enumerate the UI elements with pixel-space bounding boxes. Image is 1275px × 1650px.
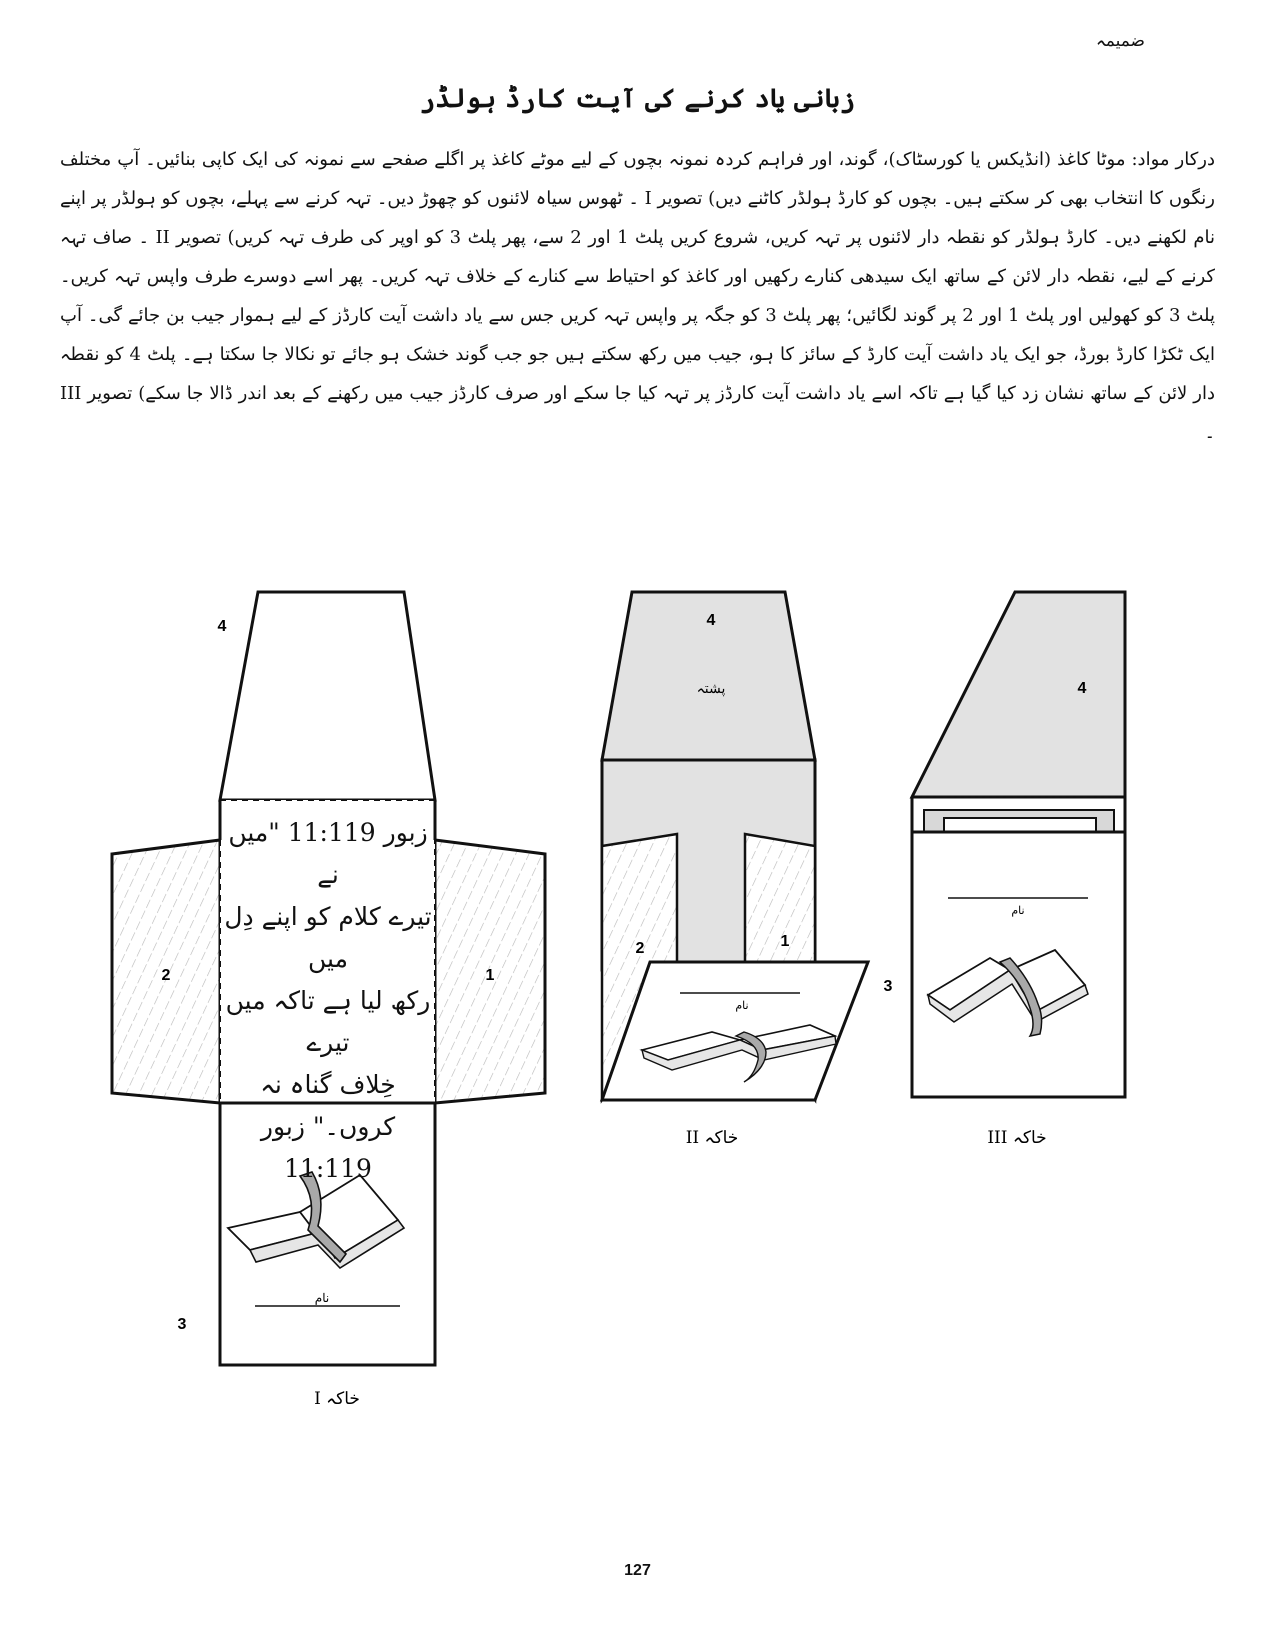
page-title: زبانی یاد کرنے کی آیت کارڈ ہولڈر [419,84,856,114]
fig2-label-2: 2 [635,940,645,957]
fig1-verse-line: تیرے کلام کو اپنے دِل میں [224,902,432,973]
fig1-verse-line: خِلاف گناہ نہ کروں۔" زبور [260,1070,396,1141]
fig3-label-4: 4 [1077,680,1087,697]
fig1-verse-line: رکھ لیا ہے تاکہ میں تیرے [225,986,431,1057]
fig3-flap-3 [912,832,1125,1097]
figure-3 [884,592,1125,1148]
appendix-label: ضمیمہ [1095,31,1145,51]
fig1-caption: خاکہ I [314,1389,360,1409]
fig3-label-3: 3 [883,978,893,995]
fig3-name-label: نام [1011,904,1025,917]
fig1-label-4: 4 [217,618,227,635]
figure-2 [602,592,868,1148]
fig1-verse-line: 11:119 [284,1154,372,1183]
fig1-flap-4 [217,592,435,800]
fig1-label-2: 2 [161,967,171,984]
fig2-name-label: نام [735,999,749,1012]
fig2-caption: خاکہ II [685,1128,739,1148]
fig2-flap-3 [602,962,868,1100]
fig1-name-label: نام [314,1291,330,1305]
instructions-paragraph: درکار مواد: موٹا کاغذ (انڈیکس یا کورسٹاک)، گوند، اور فراہم کردہ نمونہ بچوں کے لیے موٹے کاغذ پر اگلے صفحے سے نمونہ کی ایک کاپی بنائیں۔ آپ مختلف رنگوں کا انتخاب بھی کر سکتے ہیں۔ بچوں کو کارڈ ہولڈر کاٹنے دیں) تصویر I ۔ ٹھوس سیاہ لائنوں کو چھوڑ دیں۔ تہہ کرنے سے پہلے، بچوں کو ہولڈر پر اپنے نام لکھنے دیں۔ کارڈ ہولڈر کو نقطہ دار لائنوں پر تہہ کریں، شروع کریں پلٹ 1 اور 2 سے، پھر پلٹ 3 کو اوپر کی طرف تہہ کریں) تصویر II ۔ صاف تہہ کرنے کے لیے، نقطہ دار لائن کے ساتھ ایک سیدھی کنارے رکھیں اور کاغذ کو احتیاط سے کنارے کے خلاف تہہ کریں۔ پھر اسے دوسرے طرف واپس تہہ کریں۔ پلٹ 3 کو کھولیں اور پلٹ 1 اور 2 پر گوند لگائیں؛ پھر پلٹ 3 کو جگہ پر واپس تہہ کریں جس سے یاد داشت آیت کارڈز کے لیے ہموار جیب بن جائے گی۔ آپ ایک ٹکڑا کارڈ بورڈ، جو ایک یاد داشت آیت کارڈ کے سائز کا ہو، جیب میں رکھ سکتے ہیں جو جب گوند خشک ہو جائے تو نکالا جا سکتا ہے۔ پلٹ 4 کو نقطہ دار لائن کے ساتھ نشان زد کیا گیا ہے تاکہ اسے یاد داشت آیت کارڈز پر تہہ کیا جا سکے اور صرف کارڈز جیب میں رکھنے کے بعد اندر ڈالا جا سکے) تصویر III ۔ [60,149,1216,443]
fig3-caption: خاکہ III [987,1128,1047,1148]
figure-1 [112,592,545,1409]
fig2-back-label: پشتہ [696,681,726,697]
fig1-label-1: 1 [485,967,495,984]
fig3-flap-4 [912,592,1125,797]
page-number: 127 [624,1562,651,1579]
fig1-verse-line: زبور 11:119 "میں نے [228,818,428,889]
fig2-label-1: 1 [780,933,790,950]
fig1-label-3: 3 [177,1316,187,1333]
fig2-label-4: 4 [706,612,716,629]
fig1-verse [222,812,434,1190]
